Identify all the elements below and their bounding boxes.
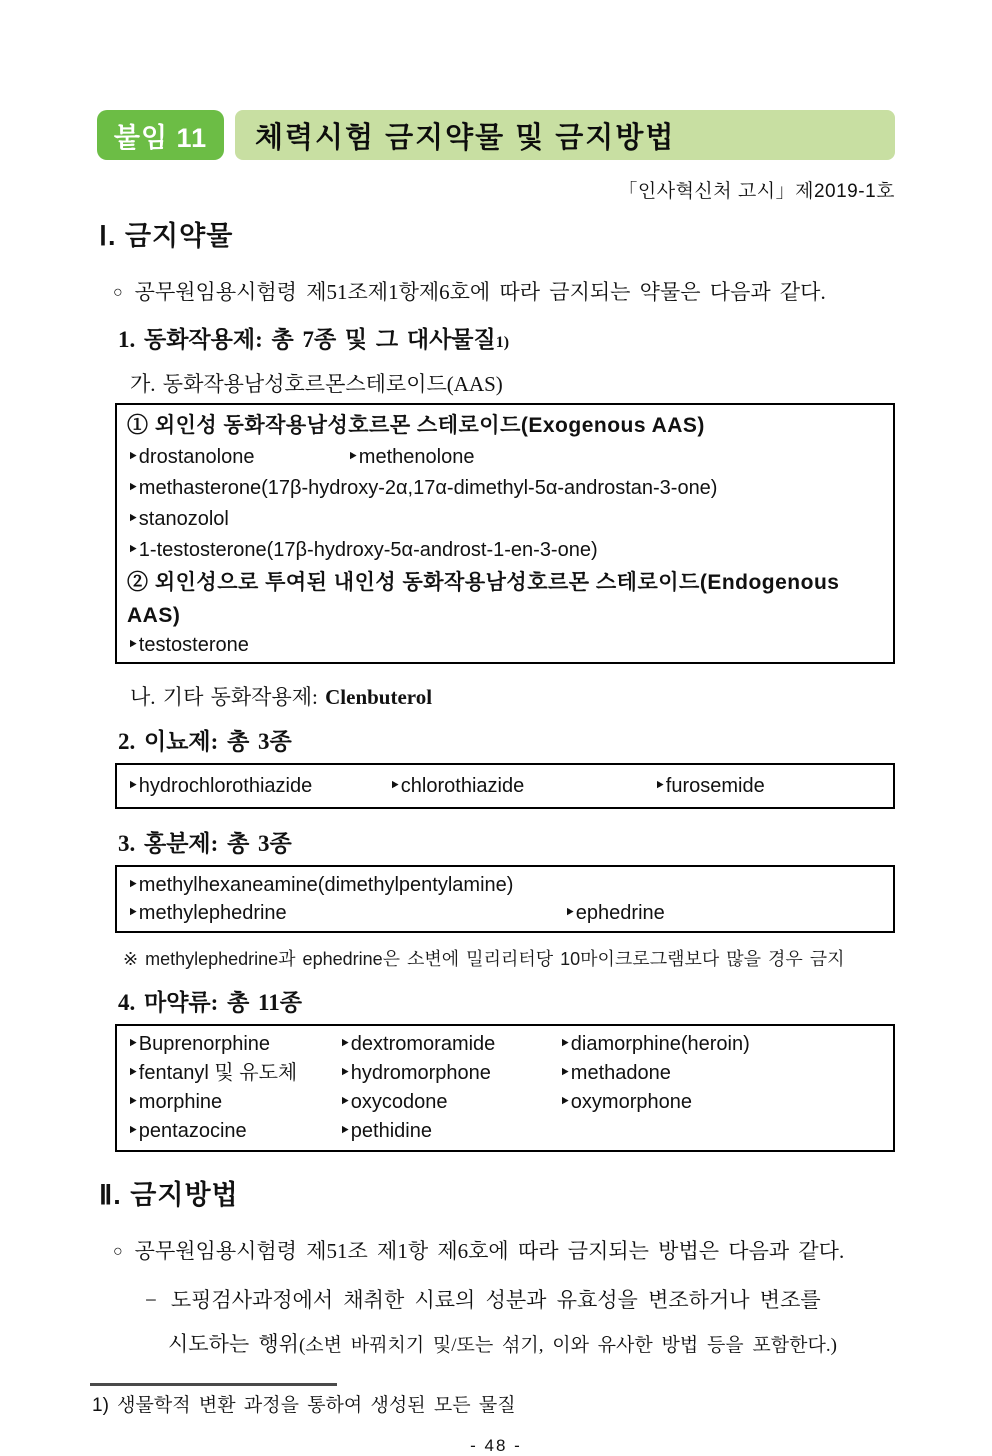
- section-1-heading: Ⅰ. 금지약물: [99, 221, 234, 251]
- page-number: - 48 -: [470, 1436, 522, 1455]
- footnote-divider: [90, 1383, 337, 1386]
- method-text-line-1: 도핑검사과정에서 채취한 시료의 성분과 유효성을 변조하거나 변조를: [170, 1288, 821, 1312]
- drug-oxycodone: ‣oxycodone: [339, 1091, 448, 1113]
- method-text-parenthetical: (소변 바꿔치기 및/또는 섞기, 이와 유사한 방법 등을 포함한다.): [298, 1335, 837, 1356]
- page-header: [97, 110, 895, 160]
- drug-methadone: ‣methadone: [559, 1062, 671, 1084]
- item-1-title: [118, 325, 895, 358]
- narcotics-row-4: [117, 1117, 893, 1146]
- method-item-line-1: [145, 1285, 895, 1315]
- drug-drostanolone: ‣drostanolone: [127, 446, 255, 468]
- drug-methenolone: ‣methenolone: [347, 446, 475, 468]
- drug-buprenorphine: ‣Buprenorphine: [127, 1033, 271, 1055]
- drug-dextromoramide: ‣dextromoramide: [339, 1033, 496, 1055]
- item-1-title-text: 1. 동화작용제: 총 7종 및 그 대사물질: [118, 327, 496, 352]
- footnote-reference: 1): [495, 334, 510, 351]
- drug-chlorothiazide: ‣chlorothiazide: [389, 775, 525, 797]
- method-text-line-2: 시도하는 행위: [168, 1332, 299, 1356]
- drug-stanozolol: ‣stanozolol: [127, 508, 229, 530]
- dash-bullet: −: [145, 1288, 157, 1312]
- drug-1-testosterone: ‣1-testosterone(17β-hydroxy-5α-androst-1-en-3-one): [127, 539, 598, 561]
- notice-number: 「인사혁신처 고시」제2019-1호: [618, 181, 895, 202]
- method-item-line-2: [168, 1329, 895, 1361]
- drug-methylephedrine: ‣methylephedrine: [127, 902, 287, 924]
- drug-methylhexaneamine: ‣methylhexaneamine(dimethylpentylamine): [127, 874, 514, 896]
- attachment-badge: 붙임 11: [97, 110, 224, 160]
- drug-methasterone: ‣methasterone(17β-hydroxy-2α,17α-dimethyl-5α-androstan-3-one): [127, 477, 718, 499]
- circle-bullet: ○: [113, 1243, 123, 1260]
- narcotics-row-2: [117, 1059, 893, 1088]
- drug-oxymorphone: ‣oxymorphone: [559, 1091, 692, 1113]
- section-2-intro: [113, 1236, 895, 1267]
- drug-testosterone: ‣testosterone: [127, 634, 249, 656]
- narcotics-row-1: [117, 1030, 893, 1059]
- document-title: 체력시험 금지약물 및 금지방법: [235, 110, 895, 160]
- drug-diamorphine: ‣diamorphine(heroin): [559, 1033, 750, 1055]
- diuretics-row: [117, 769, 893, 803]
- drug-hydromorphone: ‣hydromorphone: [339, 1062, 491, 1084]
- section-2-intro-text: 공무원임용시험령 제51조 제1항 제6호에 따라 금지되는 방법은 다음과 같다.: [134, 1239, 845, 1263]
- aas-endogenous-header: ② 외인성으로 투여된 내인성 동화작용남성호르몬 스테로이드(Endogenous AAS): [127, 571, 840, 627]
- item-1-sub-b-label: 나. 기타 동화작용제:: [130, 685, 326, 709]
- item-4-title: 4. 마약류: 총 11종: [118, 990, 302, 1015]
- drug-ephedrine: ‣ephedrine: [564, 902, 665, 924]
- aas-exogenous-header: ① 외인성 동화작용남성호르몬 스테로이드(Exogenous AAS): [127, 414, 705, 437]
- drug-hydrochlorothiazide: ‣hydrochlorothiazide: [127, 775, 313, 797]
- section-2-heading: Ⅱ. 금지방법: [99, 1180, 239, 1210]
- narcotics-drug-box: [115, 1024, 895, 1152]
- drug-morphine: ‣morphine: [127, 1091, 223, 1113]
- section-1-intro-text: 공무원임용시험령 제51조제1항제6호에 따라 금지되는 약물은 다음과 같다.: [134, 280, 826, 304]
- drug-fentanyl: ‣fentanyl 및 유도체: [127, 1062, 298, 1084]
- drug-pethidine: ‣pethidine: [339, 1120, 432, 1142]
- diuretics-drug-box: [115, 763, 895, 809]
- item-1-sub-b: [130, 684, 895, 710]
- stimulants-drug-box: [115, 865, 895, 933]
- circle-bullet: ○: [113, 284, 123, 301]
- aas-drug-box: [115, 403, 895, 664]
- item-3-title: 3. 홍분제: 총 3종: [118, 831, 292, 856]
- narcotics-row-3: [117, 1088, 893, 1117]
- drug-clenbuterol: Clenbuterol: [325, 685, 433, 709]
- drug-pentazocine: ‣pentazocine: [127, 1120, 247, 1142]
- drug-furosemide: ‣furosemide: [654, 775, 765, 797]
- narcotics-empty-cell: [559, 1117, 883, 1146]
- stimulants-threshold-note: ※ methylephedrine과 ephedrine은 소변에 밀리리터당 10마이크로그램보다 많을 경우 금지: [123, 949, 845, 969]
- section-1-intro: [113, 277, 895, 308]
- stimulants-row-2: [117, 899, 893, 927]
- item-2-title: 2. 이뇨제: 총 3종: [118, 729, 292, 754]
- item-1-sub-a: 가. 동화작용남성호르몬스테로이드(AAS): [130, 372, 503, 396]
- footnote-text: 1) 생물학적 변환 과정을 통하여 생성된 모든 물질: [92, 1395, 516, 1416]
- aas-row-drostanolone: [117, 442, 893, 473]
